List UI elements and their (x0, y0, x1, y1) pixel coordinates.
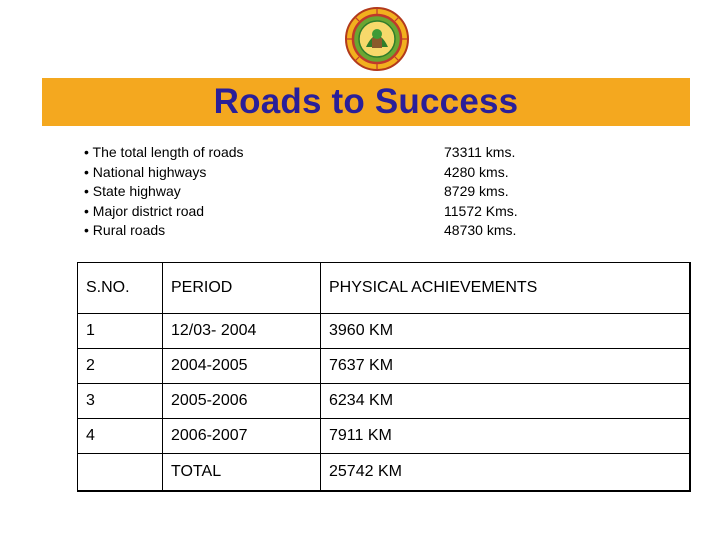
cell-total-label: TOTAL (163, 454, 321, 492)
cell-achievement: 3960 KM (321, 314, 691, 349)
cell-sno: 4 (78, 419, 163, 454)
cell-achievement: 7911 KM (321, 419, 691, 454)
fact-row (84, 143, 564, 163)
fact-label: • National highways (84, 163, 207, 180)
page-title: Roads to Success (213, 82, 519, 121)
fact-label: • State highway (84, 183, 181, 200)
fact-row (84, 182, 564, 202)
table-total-row (78, 454, 691, 492)
table-row (78, 314, 691, 349)
title-band (42, 78, 690, 126)
fact-value: 8729 kms. (444, 183, 509, 200)
cell-period: 12/03- 2004 (163, 314, 321, 349)
table-row (78, 419, 691, 454)
fact-row (84, 163, 564, 183)
cell-sno: 1 (78, 314, 163, 349)
cell-achievement: 6234 KM (321, 384, 691, 419)
table-header-row (78, 263, 691, 314)
cell-sno: 3 (78, 384, 163, 419)
cell-total-sno (78, 454, 163, 492)
header-period: PERIOD (163, 263, 321, 314)
state-emblem-icon (344, 6, 410, 72)
table-row (78, 384, 691, 419)
header-physical-achievements: PHYSICAL ACHIEVEMENTS (321, 263, 691, 314)
fact-row (84, 221, 564, 241)
cell-total-value: 25742 KM (321, 454, 691, 492)
road-length-facts (84, 143, 564, 241)
achievements-table (77, 262, 691, 492)
header-sno: S.NO. (78, 263, 163, 314)
cell-period: 2006-2007 (163, 419, 321, 454)
cell-sno: 2 (78, 349, 163, 384)
fact-value: 11572 Kms. (444, 202, 518, 219)
cell-period: 2004-2005 (163, 349, 321, 384)
fact-value: 48730 kms. (444, 222, 517, 239)
fact-label: • Major district road (84, 202, 205, 219)
cell-period: 2005-2006 (163, 384, 321, 419)
cell-achievement: 7637 KM (321, 349, 691, 384)
table-row (78, 349, 691, 384)
fact-label: • The total length of roads (84, 144, 244, 160)
fact-value: 4280 kms. (444, 163, 509, 180)
fact-value: 73311 kms. (444, 144, 516, 160)
fact-label: • Rural roads (84, 222, 166, 239)
fact-row (84, 202, 564, 222)
